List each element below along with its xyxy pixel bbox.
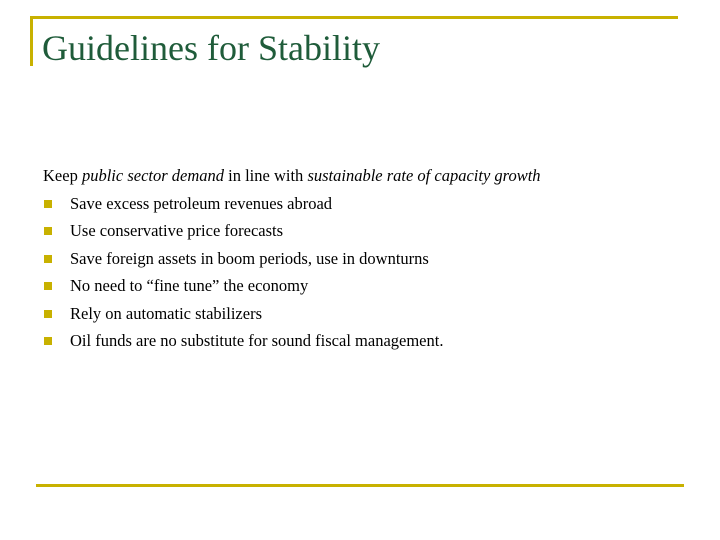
title-frame-left-rule	[30, 16, 33, 66]
bullet-text: Save excess petroleum revenues abroad	[70, 193, 333, 213]
square-bullet-icon	[44, 200, 52, 208]
bullet-text: Use conservative price forecasts	[70, 221, 284, 240]
bullet-item	[43, 217, 683, 245]
square-bullet-icon	[44, 227, 52, 235]
title-frame-top-rule	[30, 16, 678, 19]
slide-body	[43, 162, 683, 355]
intro-text-2: in line with	[224, 166, 308, 185]
square-bullet-icon	[44, 255, 52, 263]
bullet-item	[43, 245, 683, 273]
slide-title: Guidelines for Stability	[42, 28, 380, 68]
bullet-item	[43, 190, 683, 218]
intro-italic-2: sustainable rate of capacity growth	[307, 166, 541, 185]
bullet-text: Rely on automatic stabilizers	[70, 303, 262, 323]
bullet-item	[43, 300, 683, 328]
square-bullet-icon	[44, 310, 52, 318]
intro-text-1: Keep	[43, 166, 82, 185]
square-bullet-icon	[44, 337, 52, 345]
bullet-item	[43, 327, 683, 355]
bottom-rule	[36, 484, 684, 487]
bullet-item	[43, 272, 683, 300]
bullet-text: Oil funds are no substitute for sound fiscal management.	[70, 331, 444, 350]
intro-line	[43, 162, 683, 190]
square-bullet-icon	[44, 282, 52, 290]
bullet-list	[43, 190, 683, 355]
bullet-text: Save foreign assets in boom periods, use in downturns	[70, 248, 429, 268]
bullet-text: No need to “fine tune” the economy	[70, 276, 309, 295]
intro-italic-1: public sector demand	[81, 166, 225, 185]
